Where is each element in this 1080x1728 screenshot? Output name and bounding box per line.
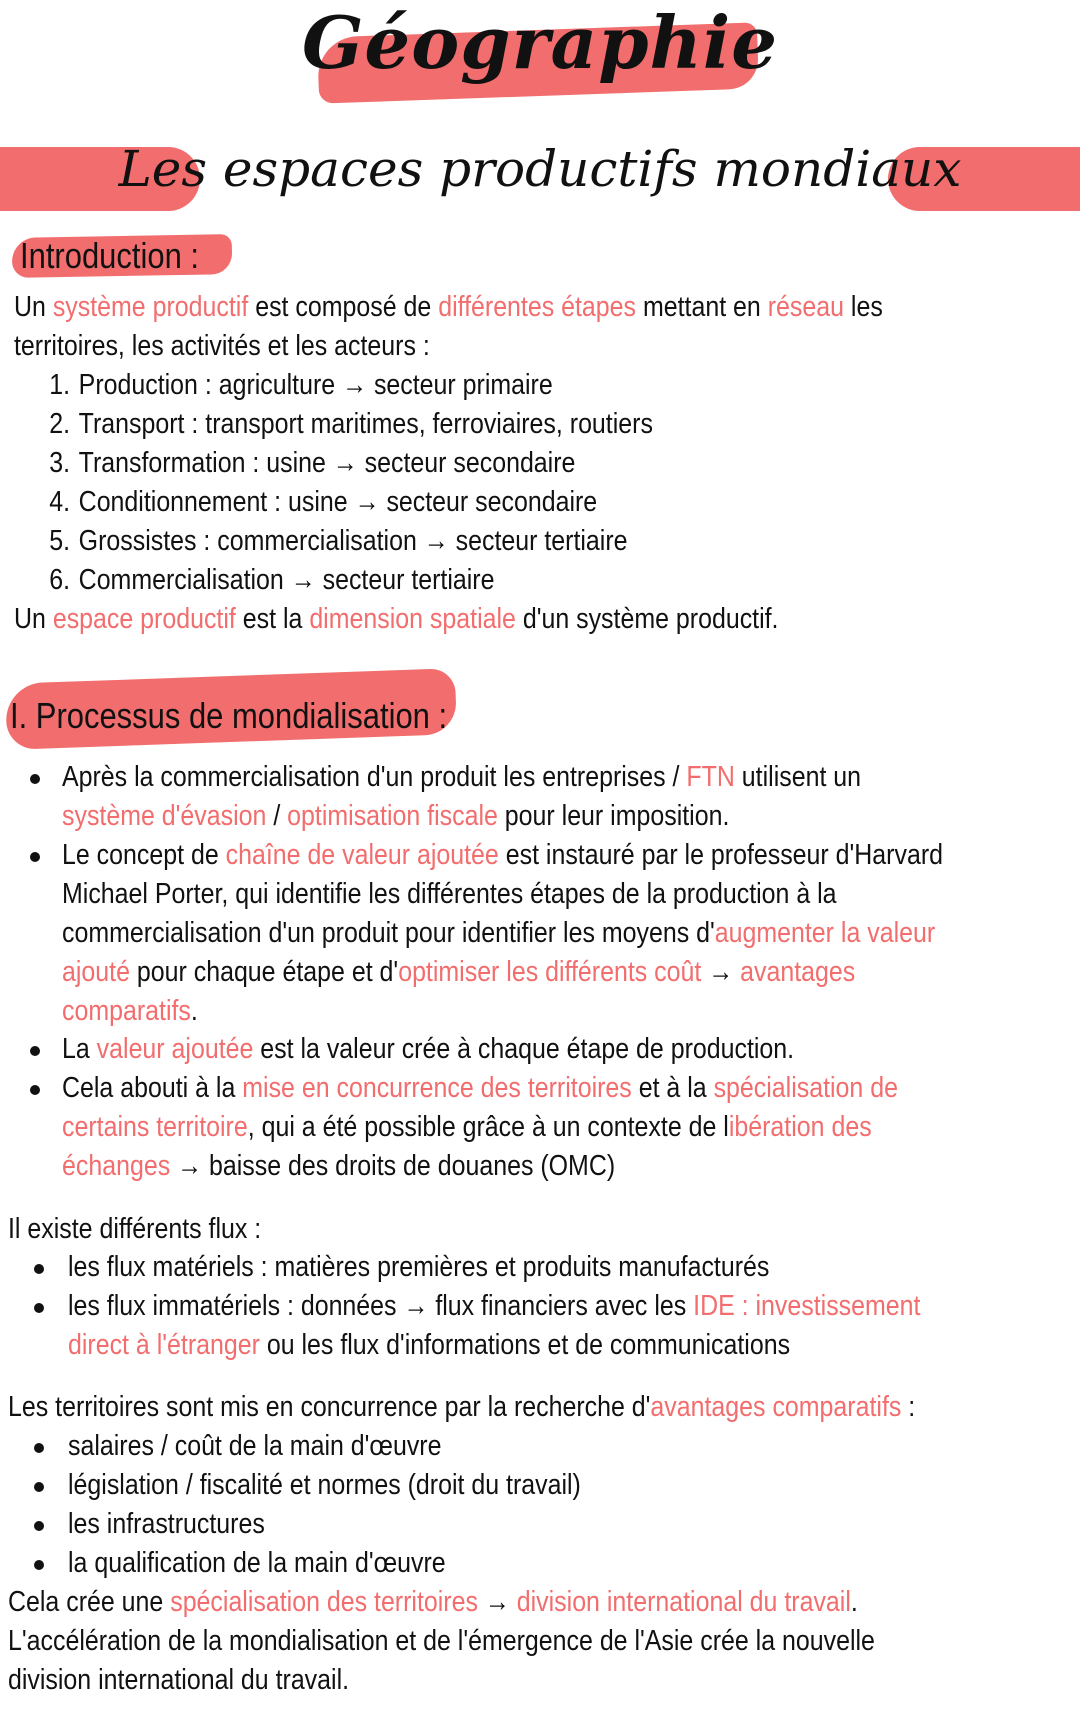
term-reseau: réseau	[767, 291, 844, 323]
territoires-intro: Les territoires sont mis en concurrence par la recherche d'avantages comparatifs :	[8, 1391, 916, 1423]
term-specialisation: spécialisation de	[713, 1072, 898, 1104]
list-item: la qualification de la main d'œuvre	[68, 1547, 446, 1579]
page-subtitle: Les espaces productifs mondiaux	[118, 140, 962, 198]
bullet-dot	[34, 1443, 44, 1453]
list-item: 2. Transport : transport maritimes, ferroviaires, routiers	[49, 408, 653, 440]
term-liberation-echanges: ibération des	[728, 1111, 872, 1143]
list-item: 6. Commercialisation → secteur tertiaire	[49, 564, 495, 596]
list-item: 4. Conditionnement : usine → secteur secondaire	[49, 486, 598, 518]
term-optimisation-fiscale: optimisation fiscale	[287, 800, 498, 832]
bullet-dot	[34, 1560, 44, 1570]
bullet-dot	[30, 1046, 40, 1056]
term-systeme-evasion: système d'évasion	[62, 800, 267, 832]
bullet-dot	[34, 1521, 44, 1531]
list-item: législation / fiscalité et normes (droit du travail)	[68, 1469, 581, 1501]
bullet-evasion-fiscale: Après la commercialisation d'un produit les entreprises / FTN utilisent un système d'évasion / optimisation fiscale pour leur imposition.	[62, 761, 862, 832]
term-dimension-spatiale: dimension spatiale	[309, 603, 516, 635]
term-avantages-comparatifs-2: avantages comparatifs	[650, 1391, 902, 1423]
list-item: 3. Transformation : usine → secteur secondaire	[49, 447, 576, 479]
term-augmenter-valeur: augmenter la valeur	[714, 917, 936, 949]
list-item: 1. Production : agriculture → secteur primaire	[49, 369, 553, 401]
production-steps-list	[46, 366, 752, 600]
flux-immateriels: les flux immatériels : données → flux financiers avec les IDE : investissement direct à l'étranger ou les flux d'informations et de communications	[68, 1290, 921, 1361]
list-item: salaires / coût de la main d'œuvre	[68, 1430, 442, 1462]
term-chaine-valeur-ajoutee: chaîne de valeur ajoutée	[225, 839, 499, 871]
intro-paragraph-2: Un espace productif est la dimension spatiale d'un système productif.	[14, 603, 779, 635]
term-specialisation-territoires: spécialisation des territoires	[170, 1586, 478, 1618]
flux-materiels: les flux matériels : matières premières et produits manufacturés	[68, 1251, 770, 1283]
list-item: 5. Grossistes : commercialisation → secteur tertiaire	[49, 525, 628, 557]
page-title: Géographie	[301, 0, 779, 85]
bullet-dot	[34, 1303, 44, 1313]
bullet-dot	[30, 852, 40, 862]
intro-heading: Introduction :	[20, 235, 199, 276]
term-avantages-comparatifs: avantages	[740, 956, 856, 988]
bullet-dot	[30, 1085, 40, 1095]
term-division-internationale: division international du travail	[516, 1586, 851, 1618]
intro-paragraph-1: Un système productif est composé de différentes étapes mettant en réseau les territoires, les activités et les acteurs :	[14, 291, 883, 362]
bullet-valeur-ajoutee: La valeur ajoutée est la valeur crée à chaque étape de production.	[62, 1033, 795, 1065]
term-ftn: FTN	[686, 761, 735, 793]
conclusion-paragraph: Cela crée une spécialisation des territoires → division international du travail. L'accélération de la mondialisation et de l'émergence de l'Asie crée la nouvelle division international du travail.	[8, 1586, 875, 1696]
bullet-dot	[30, 774, 40, 784]
flux-intro: Il existe différents flux :	[8, 1213, 262, 1245]
term-optimiser-couts: optimiser les différents coût	[398, 956, 702, 988]
bullet-dot	[34, 1264, 44, 1274]
term-systeme-productif: système productif	[52, 291, 249, 323]
term-ide: IDE : investissement	[693, 1290, 921, 1322]
term-espace-productif: espace productif	[52, 603, 236, 635]
section1-heading: I. Processus de mondialisation :	[10, 695, 448, 736]
bullet-chaine-valeur: Le concept de chaîne de valeur ajoutée est instauré par le professeur d'Harvard Michael Porter, qui identifie les différentes étapes de la production à la commercialisation d'un produit pour identifier les moyens d'augmenter la valeur ajouté pour chaque étape et d'optimiser les différents coût → avantages comparatifs.	[62, 839, 944, 1027]
list-item: les infrastructures	[68, 1508, 265, 1540]
term-valeur-ajoutee: valeur ajoutée	[96, 1033, 254, 1065]
bullet-concurrence: Cela abouti à la mise en concurrence des territoires et à la spécialisation de certains territoire, qui a été possible grâce à un contexte de libération des échanges → baisse des droits de douanes (OMC)	[62, 1072, 898, 1182]
term-mise-en-concurrence: mise en concurrence des territoires	[242, 1072, 632, 1104]
term-differentes-etapes: différentes étapes	[438, 291, 637, 323]
bullet-dot	[34, 1482, 44, 1492]
